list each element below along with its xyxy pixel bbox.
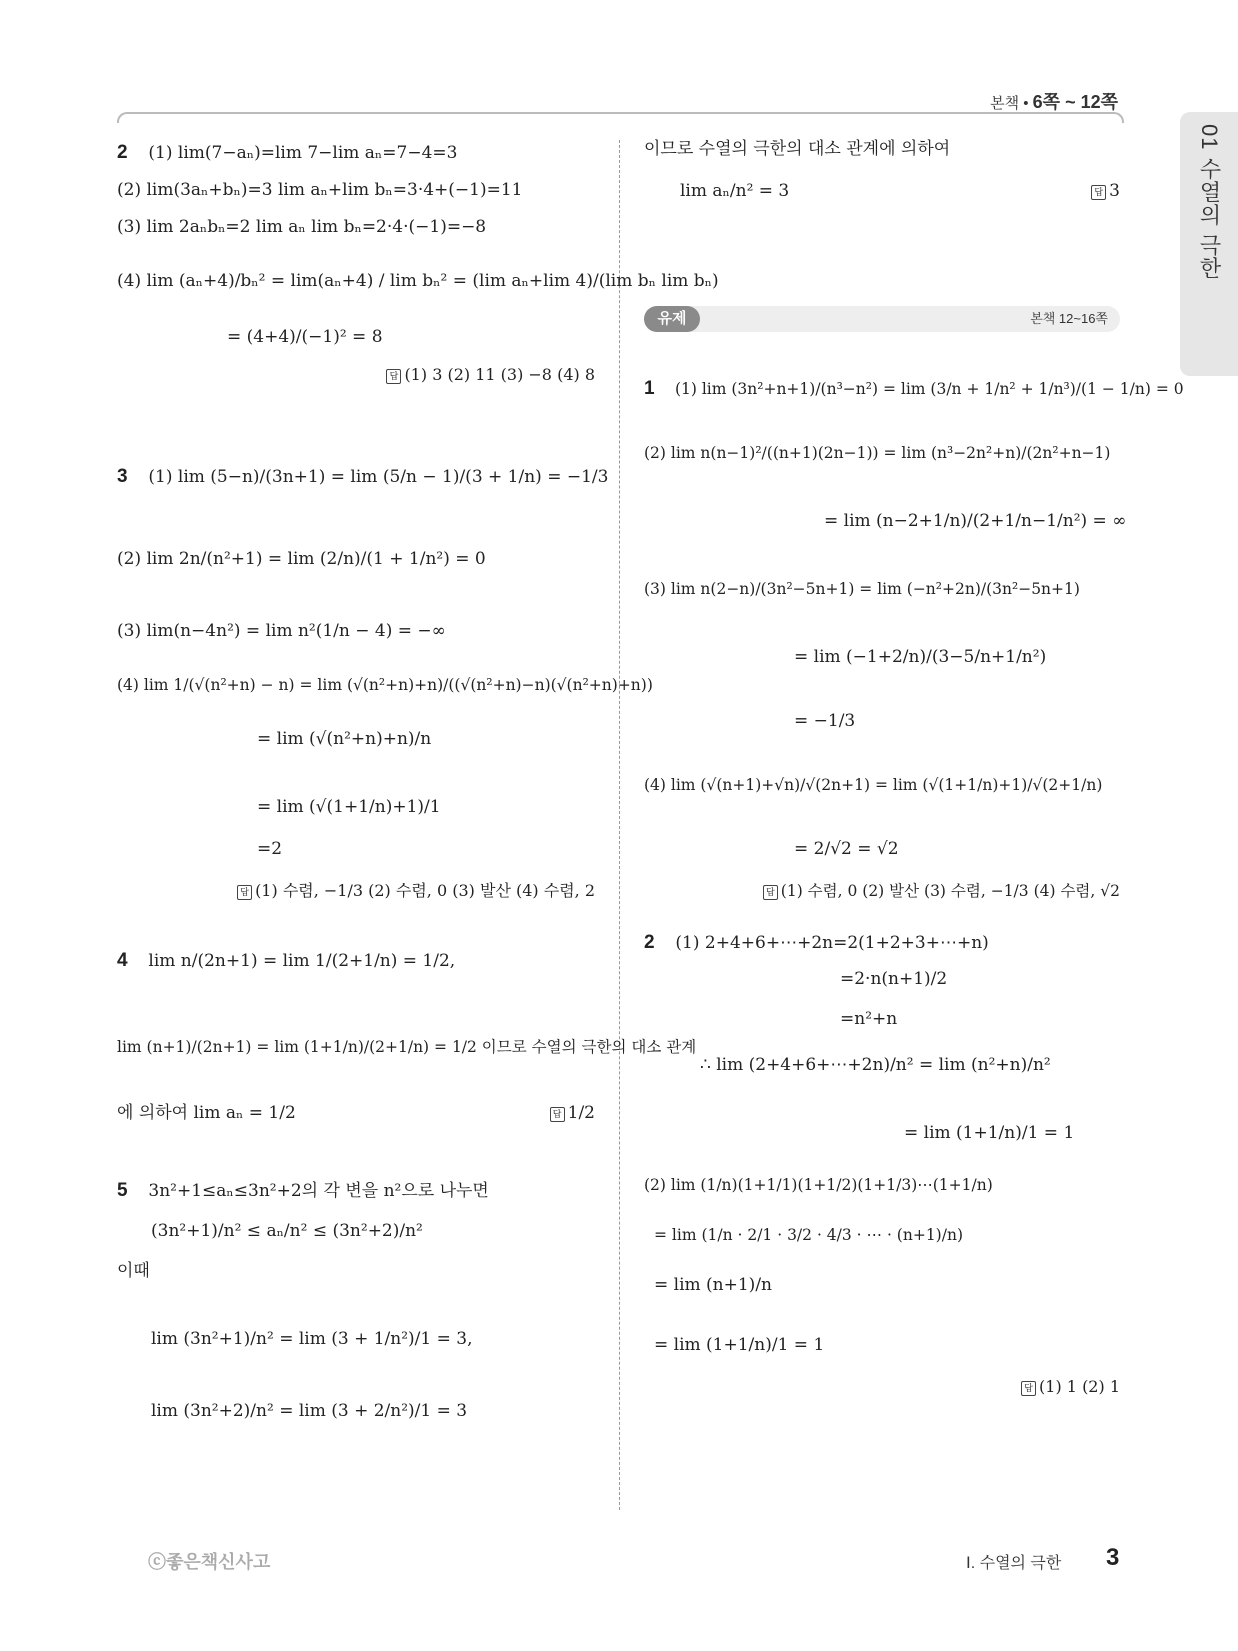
header-page-reference [990, 88, 1118, 114]
problem-number: 5 [117, 1180, 128, 1201]
problem-5-continuation [644, 138, 1120, 202]
solution-line: 이때 [117, 1261, 150, 1281]
solution-line: = lim (1/n · 2/1 · 3/2 · 4/3 · ⋯ · (n+1)/n) [654, 1226, 963, 1244]
solution-line: = lim (−1+2/n)/(3−5/n+1/n²) [794, 647, 1047, 667]
footer-chapter-title: Ⅰ. 수열의 극한 [966, 1555, 1062, 1572]
solution-line: =n²+n [840, 1009, 898, 1029]
answer-line: 답 1/2 [550, 1102, 595, 1124]
solution-line: 에 의하여 lim aₙ = 1/2 [117, 1103, 296, 1123]
solution-line: 3n²+1≤aₙ≤3n²+2의 각 변을 n²으로 나누면 [148, 1181, 489, 1201]
solution-line: = −1/3 [794, 711, 856, 731]
solution-line: = lim (n+1)/n [654, 1275, 772, 1295]
answer-icon: 답 [550, 1107, 565, 1122]
problem-4 [117, 950, 697, 1124]
answer-line: 답 (1) 수렴, 0 (2) 발산 (3) 수렴, −1/3 (4) 수렴, √2 [644, 880, 1120, 902]
yuje-section-bar [644, 306, 1120, 332]
problem-3 [117, 466, 653, 902]
page-number: 3 [1106, 1544, 1120, 1571]
answer-icon: 답 [1091, 185, 1106, 200]
solution-line: =2·n(n+1)/2 [840, 969, 948, 989]
answer-line: 답 3 [1091, 180, 1120, 202]
publisher-logo: ⓒ좋은책신사고 [148, 1552, 271, 1572]
solution-line: = lim (n−2+1/n)/(2+1/n−1/n²) = ∞ [824, 511, 1127, 531]
top-rule [117, 112, 1124, 123]
solution-line: (1) lim(7−aₙ)=lim 7−lim aₙ=7−4=3 [148, 143, 458, 163]
solution-line: (2) lim (1/n)(1+1/1)(1+1/2)(1+1/3)⋯(1+1/n) [644, 1176, 993, 1194]
problem-number: 2 [117, 142, 128, 163]
solution-line: = lim (1+1/n)/1 = 1 [904, 1123, 1075, 1143]
solution-line: lim (3n²+2)/n² = lim (3 + 2/n²)/1 = 3 [151, 1401, 468, 1421]
solution-line: (4) lim (aₙ+4)/bₙ² = lim(aₙ+4) / lim bₙ² = (lim aₙ+lim 4)/(lim bₙ lim bₙ) [117, 271, 719, 291]
solution-line: (2) lim(3aₙ+bₙ)=3 lim aₙ+lim bₙ=3·4+(−1)=11 [117, 180, 523, 200]
solution-line: (1) 2+4+6+⋯+2n=2(1+2+3+⋯+n) [675, 933, 989, 953]
solution-line: =2 [257, 839, 283, 859]
header-ref-range: 6쪽 ~ 12쪽 [1032, 92, 1118, 112]
solution-line: (4) lim 1/(√(n²+n) − n) = lim (√(n²+n)+n)/((√(n²+n)−n)(√(n²+n)+n)) [117, 676, 653, 694]
solution-line: = lim (√(n²+n)+n)/n [257, 729, 432, 749]
problem-number: 3 [117, 466, 128, 487]
header-ref-prefix: 본책 • [990, 95, 1029, 112]
solution-line: (4) lim (√(n+1)+√n)/√(2n+1) = lim (√(1+1/n)+1)/√(2+1/n) [644, 776, 1103, 794]
solution-line: (3) lim(n−4n²) = lim n²(1/n − 4) = −∞ [117, 621, 446, 641]
solution-line: (2) lim 2n/(n²+1) = lim (2/n)/(1 + 1/n²) = 0 [117, 549, 486, 569]
solution-line: = 2/√2 = √2 [794, 839, 899, 859]
yuje-label: 유제 [644, 306, 700, 332]
side-chapter-tab [1180, 112, 1238, 376]
answer-line: 답 (1) 1 (2) 1 [644, 1376, 1120, 1398]
column-divider [619, 140, 620, 1510]
solution-line: (2) lim n(n−1)²/((n+1)(2n−1)) = lim (n³−2n²+n)/(2n²+n−1) [644, 444, 1111, 462]
problem-number: 2 [644, 932, 655, 953]
problem-number: 4 [117, 950, 128, 971]
solution-line: = lim (1+1/n)/1 = 1 [654, 1335, 825, 1355]
solution-line: (3) lim n(2−n)/(3n²−5n+1) = lim (−n²+2n)/(3n²−5n+1) [644, 580, 1080, 598]
solution-line: lim (3n²+1)/n² = lim (3 + 1/n²)/1 = 3, [151, 1329, 473, 1349]
side-tab-title: 01 수열의 극한 [1197, 124, 1222, 280]
answer-line: 답 (1) 3 (2) 11 (3) −8 (4) 8 [117, 364, 595, 386]
exercise-2 [644, 932, 1120, 1398]
yuje-page-reference: 본책 12~16쪽 [1030, 311, 1108, 326]
exercise-1 [644, 378, 1184, 902]
solution-line: 이므로 수열의 극한의 대소 관계에 의하여 [644, 139, 951, 159]
solution-line: lim n/(2n+1) = lim 1/(2+1/n) = 1/2, [148, 951, 456, 971]
solution-line: (3n²+1)/n² ≤ aₙ/n² ≤ (3n²+2)/n² [151, 1221, 423, 1241]
solution-line: lim aₙ/n² = 3 [680, 181, 790, 201]
problem-5 [117, 1180, 595, 1422]
solution-line: = (4+4)/(−1)² = 8 [227, 327, 383, 347]
solution-line: lim (n+1)/(2n+1) = lim (1+1/n)/(2+1/n) = 1/2 이므로 수열의 극한의 대소 관계 [117, 1038, 697, 1056]
answer-icon: 답 [386, 369, 401, 384]
answer-icon: 답 [237, 885, 252, 900]
solution-line: = lim (√(1+1/n)+1)/1 [257, 797, 441, 817]
solution-line: (1) lim (3n²+n+1)/(n³−n²) = lim (3/n + 1/n² + 1/n³)/(1 − 1/n) = 0 [674, 380, 1184, 398]
answer-line: 답 (1) 수렴, −1/3 (2) 수렴, 0 (3) 발산 (4) 수렴, 2 [117, 880, 595, 902]
solution-line: ∴ lim (2+4+6+⋯+2n)/n² = lim (n²+n)/n² [700, 1055, 1051, 1075]
right-column [644, 139, 1184, 1398]
solution-line: (3) lim 2aₙbₙ=2 lim aₙ lim bₙ=2·4·(−1)=−8 [117, 217, 487, 237]
solution-line: (1) lim (5−n)/(3n+1) = lim (5/n − 1)/(3 + 1/n) = −1/3 [148, 467, 609, 487]
problem-number: 1 [644, 378, 655, 399]
answer-icon: 답 [763, 885, 778, 900]
answer-icon: 답 [1021, 1381, 1036, 1396]
